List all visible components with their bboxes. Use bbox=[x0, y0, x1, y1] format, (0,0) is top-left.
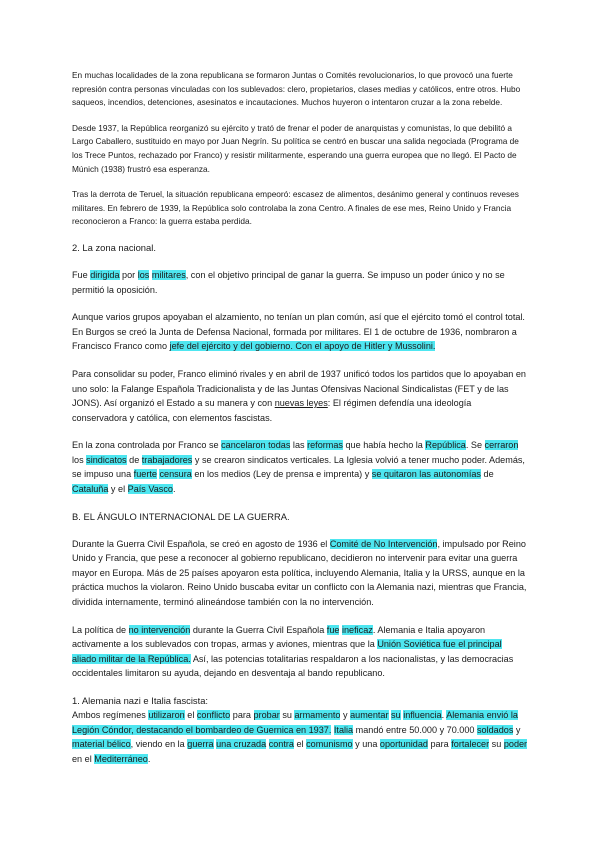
subsection-heading-alemania-italia: 1. Alemania nazi e Italia fascista: bbox=[72, 695, 209, 706]
document-body bbox=[72, 69, 528, 779]
highlight: oportunidad bbox=[379, 739, 428, 750]
highlight: influencia bbox=[403, 710, 442, 720]
paragraph-reorganizacion: Desde 1937, la República reorganizó su ejército y trató de frenar el poder de anarquistas y comunistas, lo que debilitó a Largo Caballero, sustituido en mayo por Juan Negrín. Su política se centró en buscar una salida negociada (Programa de los Trece Puntos, rechazado por Franco) y resistir militarmente, esperando una guerra europea que no llegó. El Pacto de Múnich (1938) frustró esa esperanza. bbox=[72, 122, 519, 174]
highlight: Mediterráneo bbox=[94, 753, 148, 764]
highlight: poder bbox=[503, 739, 528, 750]
paragraph-consolidar-poder: Para consolidar su poder, Franco eliminó rivales y en abril de 1937 unificó todos los partidos que lo apoyaban en uno solo: la Falange Española Tradicionalista y de las Juntas Ofensivas Nacional Sindicalistas (FET y de las JONS). Así organizó el Estado a su manera y con nuevas leyes: El régimen defendía una ideología conservadora y católica, con elementos fascistas. bbox=[72, 368, 526, 423]
highlight: Comité de No Intervención bbox=[329, 538, 438, 549]
highlight: Cataluña bbox=[72, 484, 109, 495]
highlight: dirigida bbox=[90, 269, 120, 280]
highlight: los bbox=[137, 269, 150, 280]
highlight: sindicatos bbox=[86, 454, 127, 465]
paragraph-juntas: En muchas localidades de la zona republicana se formaron Juntas o Comités revolucionarios, lo que provocó una fuerte represión contra personas vinculadas con los sublevados: clero, propietarios, clases medias y católicos, entre otros. Hubo saqueos, incendios, detenciones, asesinatos e incautaciones. Muchos huyeron o intentaron cruzar a la zona rebelde. bbox=[72, 70, 521, 108]
highlight: se quitaron las autonomías bbox=[371, 469, 481, 480]
highlight: fuerte bbox=[133, 469, 157, 480]
highlight: no intervención bbox=[128, 624, 191, 635]
highlight: su bbox=[391, 710, 401, 720]
paragraph-reformas: En la zona controlada por Franco se cancelaron todas las reformas que había hecho la República. Se cerraron los sindicatos de trabajadores y se crearon sindicatos verticales. La Iglesia volvió a tener mucho poder. Además, se impuso una fuerte censura en los medios (Ley de prensa e imprenta) y se quitaron las autonomías de Cataluña y el País Vasco. bbox=[72, 440, 525, 495]
paragraph-no-intervencion: Durante la Guerra Civil Española, se creó en agosto de 1936 el Comité de No Intervención, impulsado por Reino Unido y Francia, que pese a reconocer al gobierno republicano, decidieron no intervenir para evitar una guerra mayor en Europa. Más de 25 países apoyaron esta política, incluyendo Alemania, Italia y la URSS, aunque en la práctica muchos la violaron. Reino Unido buscaba evitar un conflicto con la Alemania nazi, mientras que Francia, dividida internamente, terminó alineándose también con la no intervención. bbox=[72, 538, 527, 608]
highlight: reformas bbox=[307, 440, 343, 451]
highlight: ineficaz bbox=[341, 624, 373, 635]
highlight: fue bbox=[326, 624, 340, 635]
highlight: República bbox=[425, 440, 466, 451]
paragraph-junta-defensa: Aunque varios grupos apoyaban el alzamiento, no tenían un plan común, así que el ejército tomó el control total. En Burgos se creó la Junta de Defensa Nacional, formada por militares. El 1 de octubre de 1936, nombraron a Francisco Franco como jefe del ejército y del gobierno. Con el apoyo de Hitler y Mussolini. bbox=[72, 312, 525, 352]
highlight: militares bbox=[151, 269, 186, 280]
highlight: comunismo bbox=[306, 739, 353, 750]
paragraph-militares: Fue dirigida por los militares, con el objetivo principal de ganar la guerra. Se impuso un poder único y no se permitió la oposición. bbox=[72, 269, 505, 295]
highlight: Alemania envió la Legión Cóndor, destacando el bombardeo de Guernica en 1937. bbox=[72, 710, 518, 735]
highlight: soldados bbox=[477, 724, 514, 735]
highlight: material bélico bbox=[72, 739, 131, 750]
highlight: jefe del ejército y del gobierno. Con el apoyo de Hitler y Mussolini. bbox=[169, 341, 436, 352]
highlight: fortalecer bbox=[451, 739, 490, 750]
section-heading-angulo-internacional: B. EL ÁNGULO INTERNACIONAL DE LA GUERRA. bbox=[72, 510, 290, 522]
highlight: cancelaron todas bbox=[221, 440, 291, 451]
highlight: trabajadores bbox=[141, 454, 193, 465]
highlight: una cruzada bbox=[216, 739, 267, 750]
highlight: Italia bbox=[333, 724, 354, 735]
highlight: armamento bbox=[294, 710, 341, 720]
highlight: conflicto bbox=[196, 710, 231, 720]
highlight: censura bbox=[159, 469, 192, 480]
highlight: contra bbox=[268, 739, 294, 750]
highlight: guerra bbox=[187, 739, 214, 750]
underlined-text: nuevas leyes bbox=[274, 398, 328, 409]
highlight: aumentar bbox=[350, 710, 389, 720]
paragraph-politica-ineficaz: La política de no intervención durante la Guerra Civil Española fue ineficaz. Alemania e Italia apoyaron activamente a los sublevados con tropas, armas y aviones, mientras que la Unión Soviética fue el principal aliado militar de la República. Así, las potencias totalitarias respaldaron a los nacionalistas, y las democracias occidentales limitaron su ayuda, dejando en desventaja al bando republicano. bbox=[72, 624, 514, 679]
highlight: Unión Soviética fue el principal aliado militar de la República. bbox=[72, 639, 502, 664]
paragraph-teruel: Tras la derrota de Teruel, la situación republicana empeoró: escasez de alimentos, desánimo general y continuos reveses militares. En febrero de 1939, la República solo controlaba la zona Centro. A finales de ese mes, Reino Unido y Francia reconocieron a Franco: la guerra estaba perdida. bbox=[72, 189, 519, 227]
highlight: cerraron bbox=[484, 440, 519, 451]
highlight: probar bbox=[253, 710, 280, 720]
section-heading-zona-nacional: 2. La zona nacional. bbox=[72, 241, 156, 253]
highlight: utilizaron bbox=[148, 710, 185, 720]
paragraph-alemania-italia: Ambos regímenes utilizaron el conflicto para probar su armamento y aumentar su influencia. Alemania envió la Legión Cóndor, destacando el bombardeo de Guernica en 1937. Italia mandó entre 50.000 y 70.000 soldados y material bélico, viendo en la guerra una cruzada contra el comunismo y una oportunidad para fortalecer su poder en el Mediterráneo. bbox=[72, 710, 528, 764]
highlight: País Vasco bbox=[127, 484, 173, 495]
